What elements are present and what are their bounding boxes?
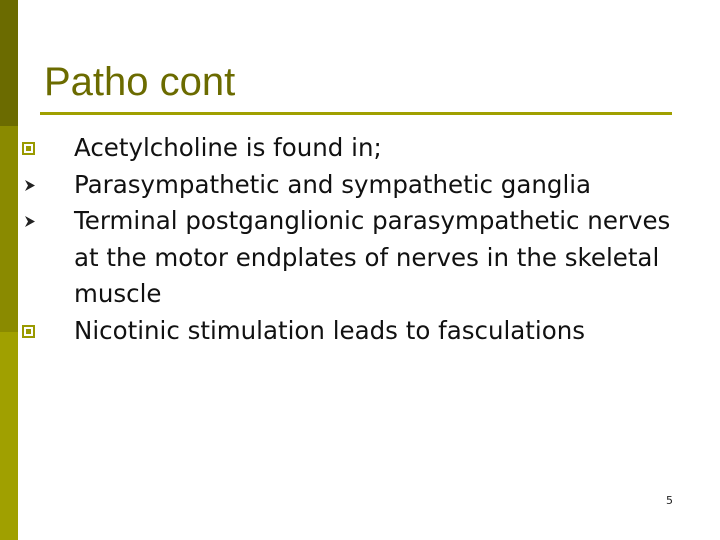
- bullet-list: [0, 130, 700, 349]
- bullet-item: [0, 130, 700, 167]
- title-underline: [40, 112, 672, 115]
- page-number: 5: [666, 494, 673, 507]
- bullet-item: [0, 203, 700, 313]
- bullet-text: Terminal postganglionic parasympathetic nerves at the motor endplates of nerves in the skeletal muscle: [74, 206, 671, 308]
- side-bar-top: [0, 0, 18, 126]
- bullet-text: Parasympathetic and sympathetic ganglia: [74, 169, 592, 199]
- square-bullet-icon: [22, 313, 42, 350]
- arrow-bullet-icon: [22, 167, 42, 204]
- bullet-text: Acetylcholine is found in;: [74, 133, 382, 162]
- square-bullet-icon: [22, 130, 42, 167]
- bullet-item: [0, 167, 700, 204]
- side-bar-bottom: [0, 332, 18, 540]
- bullet-item: [0, 313, 700, 350]
- slide-title: Patho cont: [44, 60, 236, 104]
- arrow-bullet-icon: [22, 203, 42, 240]
- bullet-text: Nicotinic stimulation leads to fasculations: [74, 315, 586, 345]
